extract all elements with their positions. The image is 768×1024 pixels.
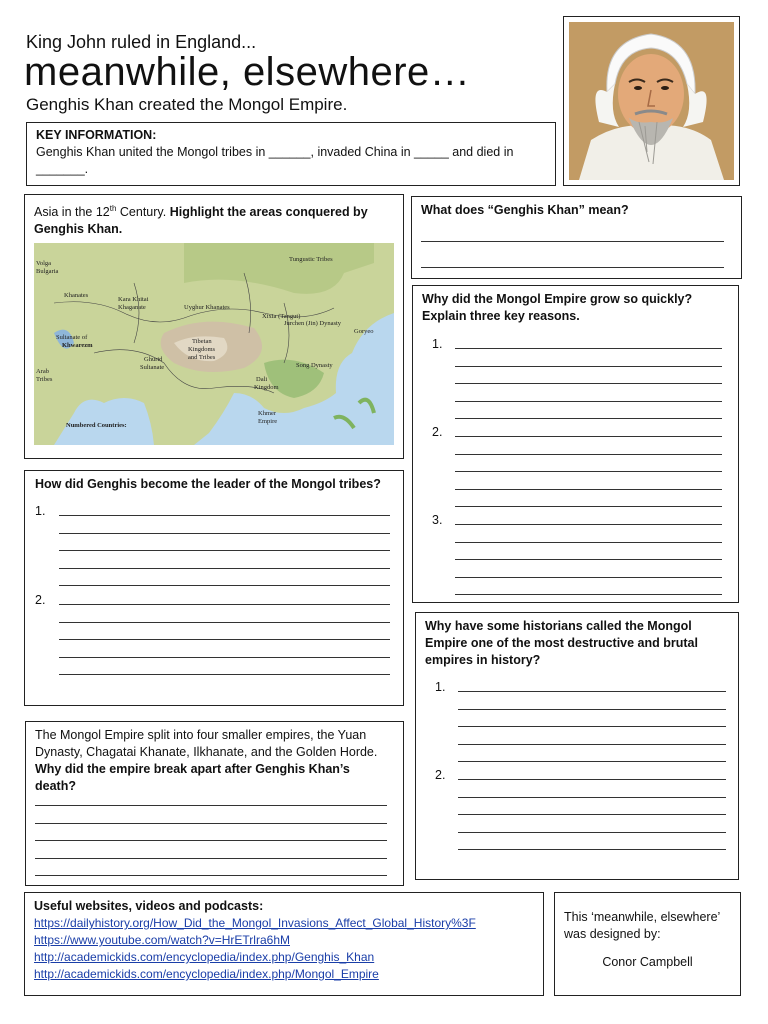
split-question-context: The Mongol Empire split into four smaller empires, the Yuan Dynasty, Chagatai Khanate, Ilkhanate, and the Golden Horde. xyxy=(35,728,378,759)
list-number-1: 1. xyxy=(435,680,446,694)
svg-text:Khanates: Khanates xyxy=(64,292,89,299)
credit-line1: This ‘meanwhile, elsewhere’ xyxy=(564,910,721,924)
answer-line[interactable] xyxy=(458,832,726,833)
answer-line[interactable] xyxy=(35,805,387,806)
header-line1: King John ruled in England... xyxy=(26,32,257,52)
list-number-2: 2. xyxy=(35,593,46,607)
answer-line[interactable] xyxy=(455,594,722,595)
map-question-century: Century. xyxy=(116,205,167,220)
answer-line[interactable] xyxy=(59,622,390,623)
svg-text:Tungustic Tribes: Tungustic Tribes xyxy=(289,256,333,263)
credit-line2: was designed by: xyxy=(564,927,661,941)
svg-text:Kingdoms: Kingdoms xyxy=(188,346,216,353)
svg-text:Empire: Empire xyxy=(258,418,278,425)
link-youtube[interactable]: https://www.youtube.com/watch?v=HrETrlra6hM xyxy=(34,933,290,947)
answer-line[interactable] xyxy=(35,875,387,876)
leader-question: How did Genghis become the leader of the Mongol tribes? xyxy=(35,477,381,491)
answer-line[interactable] xyxy=(59,585,390,586)
answer-line[interactable] xyxy=(35,858,387,859)
answer-line[interactable] xyxy=(59,674,390,675)
answer-line[interactable] xyxy=(455,542,722,543)
answer-line[interactable] xyxy=(455,454,722,455)
answer-line[interactable] xyxy=(421,267,724,268)
svg-text:Tibetan: Tibetan xyxy=(192,338,212,345)
svg-text:and Tribes: and Tribes xyxy=(188,354,216,361)
genghis-khan-portrait xyxy=(569,22,734,180)
map-question-bold: Highlight the areas conquered by Genghis Khan. xyxy=(34,205,368,237)
list-number-1: 1. xyxy=(35,504,46,518)
answer-line[interactable] xyxy=(59,568,390,569)
svg-text:Sultanate: Sultanate xyxy=(140,364,165,371)
list-number-2: 2. xyxy=(432,425,443,439)
list-number-3: 3. xyxy=(432,513,443,527)
svg-text:Volga: Volga xyxy=(36,260,52,267)
answer-line[interactable] xyxy=(35,840,387,841)
grow-question-instruction: Explain three key reasons. xyxy=(422,309,580,323)
credit-author: Conor Campbell xyxy=(602,955,693,969)
svg-text:Kara Khitai: Kara Khitai xyxy=(118,296,149,303)
map-question-prefix: Asia in the 12 xyxy=(34,205,110,220)
map-question xyxy=(34,200,384,238)
answer-line[interactable] xyxy=(59,604,390,605)
useful-links-box xyxy=(24,892,544,996)
svg-text:Tribes: Tribes xyxy=(36,376,53,383)
answer-line[interactable] xyxy=(458,849,726,850)
key-information-heading: KEY INFORMATION: xyxy=(36,128,157,142)
answer-line[interactable] xyxy=(458,761,726,762)
key-information-text: Genghis Khan united the Mongol tribes in ______, invaded China in _____ and died in xyxy=(36,145,514,159)
answer-line[interactable] xyxy=(458,691,726,692)
answer-line[interactable] xyxy=(455,383,722,384)
svg-text:Xixia (Tangut): Xixia (Tangut) xyxy=(262,313,301,320)
answer-line[interactable] xyxy=(59,639,390,640)
asia-map xyxy=(34,243,394,445)
meaning-question: What does “Genghis Khan” mean? xyxy=(421,203,629,217)
brutal-question: Why have some historians called the Mongol Empire one of the most destructive and brutal empires in history? xyxy=(425,619,698,667)
svg-text:Arab: Arab xyxy=(36,368,49,375)
answer-line[interactable] xyxy=(421,241,724,242)
key-information-box xyxy=(26,122,556,186)
svg-text:Khwarezm: Khwarezm xyxy=(62,342,93,349)
split-question: Why did the empire break apart after Genghis Khan’s death? xyxy=(35,762,350,793)
answer-line[interactable] xyxy=(455,559,722,560)
meaning-question-box xyxy=(411,196,742,279)
answer-line[interactable] xyxy=(59,533,390,534)
list-number-2: 2. xyxy=(435,768,446,782)
answer-line[interactable] xyxy=(455,577,722,578)
answer-line[interactable] xyxy=(458,744,726,745)
answer-line[interactable] xyxy=(455,366,722,367)
grow-question-box xyxy=(412,285,739,603)
grow-question: Why did the Mongol Empire grow so quickly? xyxy=(422,292,693,306)
link-academickids-genghis[interactable]: http://academickids.com/encyclopedia/index.php/Genghis_Khan xyxy=(34,950,375,964)
answer-line[interactable] xyxy=(458,797,726,798)
link-dailyhistory[interactable]: https://dailyhistory.org/How_Did_the_Mongol_Invasions_Affect_Global_History%3F xyxy=(34,916,476,930)
list-number-1: 1. xyxy=(432,337,443,351)
answer-line[interactable] xyxy=(455,489,722,490)
answer-line[interactable] xyxy=(458,709,726,710)
answer-line[interactable] xyxy=(455,524,722,525)
answer-line[interactable] xyxy=(458,726,726,727)
answer-line[interactable] xyxy=(59,550,390,551)
svg-text:Kingdom: Kingdom xyxy=(254,384,279,391)
credit-box xyxy=(554,892,741,996)
portrait-frame xyxy=(563,16,740,186)
leader-question-box xyxy=(24,470,404,706)
answer-line[interactable] xyxy=(455,436,722,437)
svg-text:Jurchen (Jin) Dynasty: Jurchen (Jin) Dynasty xyxy=(284,320,342,327)
map-question-sup: th xyxy=(109,204,117,213)
key-information-text-end: _______. xyxy=(36,162,89,176)
answer-line[interactable] xyxy=(455,401,722,402)
svg-text:Ghurid: Ghurid xyxy=(144,356,163,363)
answer-line[interactable] xyxy=(59,657,390,658)
svg-text:Numbered Countries:: Numbered Countries: xyxy=(66,422,127,429)
answer-line[interactable] xyxy=(455,418,722,419)
svg-text:Sultanate of: Sultanate of xyxy=(56,334,88,341)
brutal-question-box xyxy=(415,612,739,880)
answer-line[interactable] xyxy=(458,779,726,780)
svg-text:Song Dynasty: Song Dynasty xyxy=(296,362,333,369)
svg-text:Khaganate: Khaganate xyxy=(118,304,146,311)
answer-line[interactable] xyxy=(455,471,722,472)
link-academickids-mongol[interactable]: http://academickids.com/encyclopedia/index.php/Mongol_Empire xyxy=(34,967,379,981)
useful-links-heading: Useful websites, videos and podcasts: xyxy=(34,899,264,913)
svg-text:Dali: Dali xyxy=(256,376,268,383)
map-question-box xyxy=(24,194,404,459)
answer-line[interactable] xyxy=(455,348,722,349)
split-question-box xyxy=(25,721,404,886)
answer-line[interactable] xyxy=(455,506,722,507)
answer-line[interactable] xyxy=(458,814,726,815)
svg-text:Bulgaria: Bulgaria xyxy=(36,268,59,275)
svg-text:Goryeo: Goryeo xyxy=(354,328,374,335)
answer-line[interactable] xyxy=(59,515,390,516)
header-subtitle: Genghis Khan created the Mongol Empire. xyxy=(26,95,348,114)
svg-text:Uyghur Khanates: Uyghur Khanates xyxy=(184,304,230,311)
page-title: meanwhile, elsewhere… xyxy=(24,50,471,94)
answer-line[interactable] xyxy=(35,823,387,824)
svg-text:Khmer: Khmer xyxy=(258,410,277,417)
